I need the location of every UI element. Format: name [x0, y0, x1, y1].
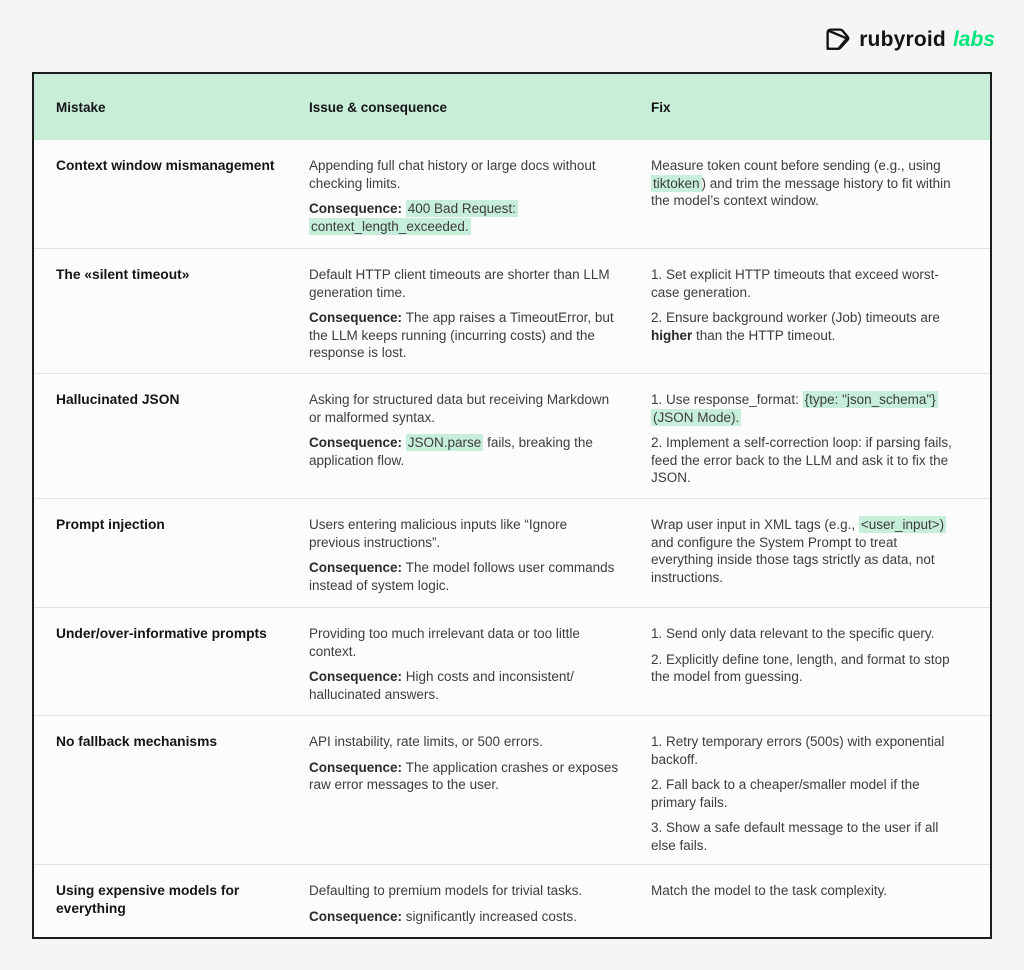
text: Providing too much irrelevant data or too little context.: [309, 626, 580, 659]
paragraph: [309, 668, 621, 703]
mistake-cell: Under/over-informative prompts: [56, 626, 267, 641]
text: Measure token count before sending (e.g., using: [651, 158, 941, 173]
header-cell-issue: Issue & consequence: [309, 99, 448, 115]
text: 2. Explicitly define tone, length, and format to stop the model from guessing.: [651, 651, 950, 684]
text: Match the model to the task complexity.: [651, 883, 888, 898]
paragraph: [309, 908, 621, 926]
fix-cell: [651, 625, 990, 705]
paragraph: [651, 819, 960, 854]
paragraph: [309, 733, 621, 751]
table-row: [34, 498, 990, 607]
text: 2. Implement a self-correction loop: if parsing fails, feed the error back to the LLM and ask it to fix the JSON.: [651, 435, 952, 485]
text: 1. Use response_format:: [651, 392, 803, 407]
issue-cell: [309, 391, 651, 488]
bold-text: Consequence:: [309, 435, 406, 450]
paragraph: [309, 882, 621, 900]
paragraph: [651, 391, 960, 426]
highlighted-text: 400 Bad Request: context_length_exceeded.: [311, 201, 516, 234]
text: The model follows user commands instead of system logic.: [309, 560, 615, 593]
highlighted-text: <user_input>): [860, 517, 945, 532]
paragraph: [309, 266, 621, 301]
issue-cell: [309, 516, 651, 597]
logo-brand-text: rubyroid: [859, 27, 946, 51]
table-row: [34, 373, 990, 498]
bold-text: Consequence:: [309, 560, 406, 575]
text: and configure the System Prompt to treat everything inside those tags strictly as data, not instructions.: [651, 534, 935, 585]
paragraph: [309, 625, 621, 660]
table-row: [34, 715, 990, 864]
text: High costs and inconsistent/ hallucinated answers.: [309, 669, 574, 702]
text: Appending full chat history or large docs without checking limits.: [309, 158, 596, 191]
text: Asking for structured data but receiving Markdown or malformed syntax.: [309, 392, 610, 425]
highlighted-text: tiktoken: [653, 175, 700, 191]
fix-cell: [651, 882, 990, 927]
logo-accent-text: labs: [952, 27, 995, 51]
rubyroidlabs-logo: [822, 24, 995, 54]
paragraph: [309, 157, 621, 192]
fix-cell: [651, 391, 990, 488]
issue-cell: [309, 733, 651, 854]
text: ) and trim the message history to fit within the model’s context window.: [651, 175, 951, 208]
issue-cell: [309, 266, 651, 363]
text: API instability, rate limits, or 500 errors.: [309, 734, 543, 749]
mistake-cell: Context window mismanagement: [56, 158, 275, 173]
table-row: [34, 248, 990, 373]
highlighted-text: {type: "json_schema"} (JSON Mode).: [653, 392, 936, 425]
paragraph: [651, 434, 960, 487]
highlighted-text: JSON.parse: [407, 435, 482, 450]
table-row: [34, 140, 990, 248]
mistake-cell: The «silent timeout»: [56, 267, 190, 282]
fix-cell: [651, 157, 990, 238]
text: 2. Ensure background worker (Job) timeouts are: [651, 310, 940, 325]
paragraph: [651, 776, 960, 811]
rubyroidlabs-gem-icon: [822, 24, 852, 54]
paragraph: [309, 759, 621, 794]
text: 1. Send only data relevant to the specific query.: [651, 626, 935, 641]
issue-cell: [309, 882, 651, 927]
paragraph: [651, 882, 960, 900]
bold-text: Consequence:: [309, 201, 406, 216]
paragraph: [651, 625, 960, 643]
text: Users entering malicious inputs like “Ignore previous instructions”.: [309, 517, 568, 550]
text: 1. Retry temporary errors (500s) with exponential backoff.: [651, 734, 945, 767]
bold-text: Consequence:: [309, 759, 406, 775]
paragraph: [309, 516, 621, 551]
text: than the HTTP timeout.: [692, 327, 836, 343]
mistake-cell: Using expensive models for everything: [56, 883, 240, 916]
paragraph: [309, 391, 621, 426]
text: significantly increased costs.: [405, 908, 577, 924]
issue-cell: [309, 157, 651, 238]
header-cell-mistake: Mistake: [56, 99, 106, 115]
table-row: [34, 607, 990, 715]
mistake-cell: No fallback mechanisms: [56, 734, 218, 749]
fix-cell: [651, 266, 990, 363]
text: 1. Set explicit HTTP timeouts that exceed worst-case generation.: [651, 267, 939, 300]
bold-text: Consequence:: [309, 310, 406, 325]
text: Wrap user input in XML tags (e.g.,: [651, 517, 859, 532]
paragraph: [309, 309, 621, 362]
text: Default HTTP client timeouts are shorter than LLM generation time.: [309, 267, 610, 300]
text: 3. Show a safe default message to the user if all else fails.: [651, 820, 939, 853]
paragraph: [651, 516, 960, 586]
bold-text: higher: [651, 327, 693, 343]
bold-text: Consequence:: [309, 908, 406, 924]
mistake-cell: Prompt injection: [56, 517, 165, 532]
paragraph: [651, 309, 960, 344]
fix-cell: [651, 733, 990, 854]
text: The app raises a TimeoutError, but the LLM keeps running (incurring costs) and the response is lost.: [309, 310, 614, 360]
text: fails, breaking the application flow.: [309, 435, 593, 468]
text: The application crashes or exposes raw error messages to the user.: [309, 759, 619, 792]
paragraph: [651, 266, 960, 301]
paragraph: [309, 200, 621, 235]
header-cell-fix: Fix: [651, 99, 671, 115]
bold-text: Consequence:: [309, 669, 406, 684]
table-row: [34, 864, 990, 937]
mistakes-table: [32, 72, 992, 939]
paragraph: [651, 651, 960, 686]
paragraph: [309, 559, 621, 594]
table-header-row: [34, 74, 990, 140]
paragraph: [309, 434, 621, 469]
mistake-cell: Hallucinated JSON: [56, 392, 180, 407]
paragraph: [651, 157, 960, 210]
text: 2. Fall back to a cheaper/smaller model if the primary fails.: [651, 777, 920, 810]
paragraph: [651, 733, 960, 768]
text: Defaulting to premium models for trivial tasks.: [309, 883, 583, 898]
fix-cell: [651, 516, 990, 597]
issue-cell: [309, 625, 651, 705]
